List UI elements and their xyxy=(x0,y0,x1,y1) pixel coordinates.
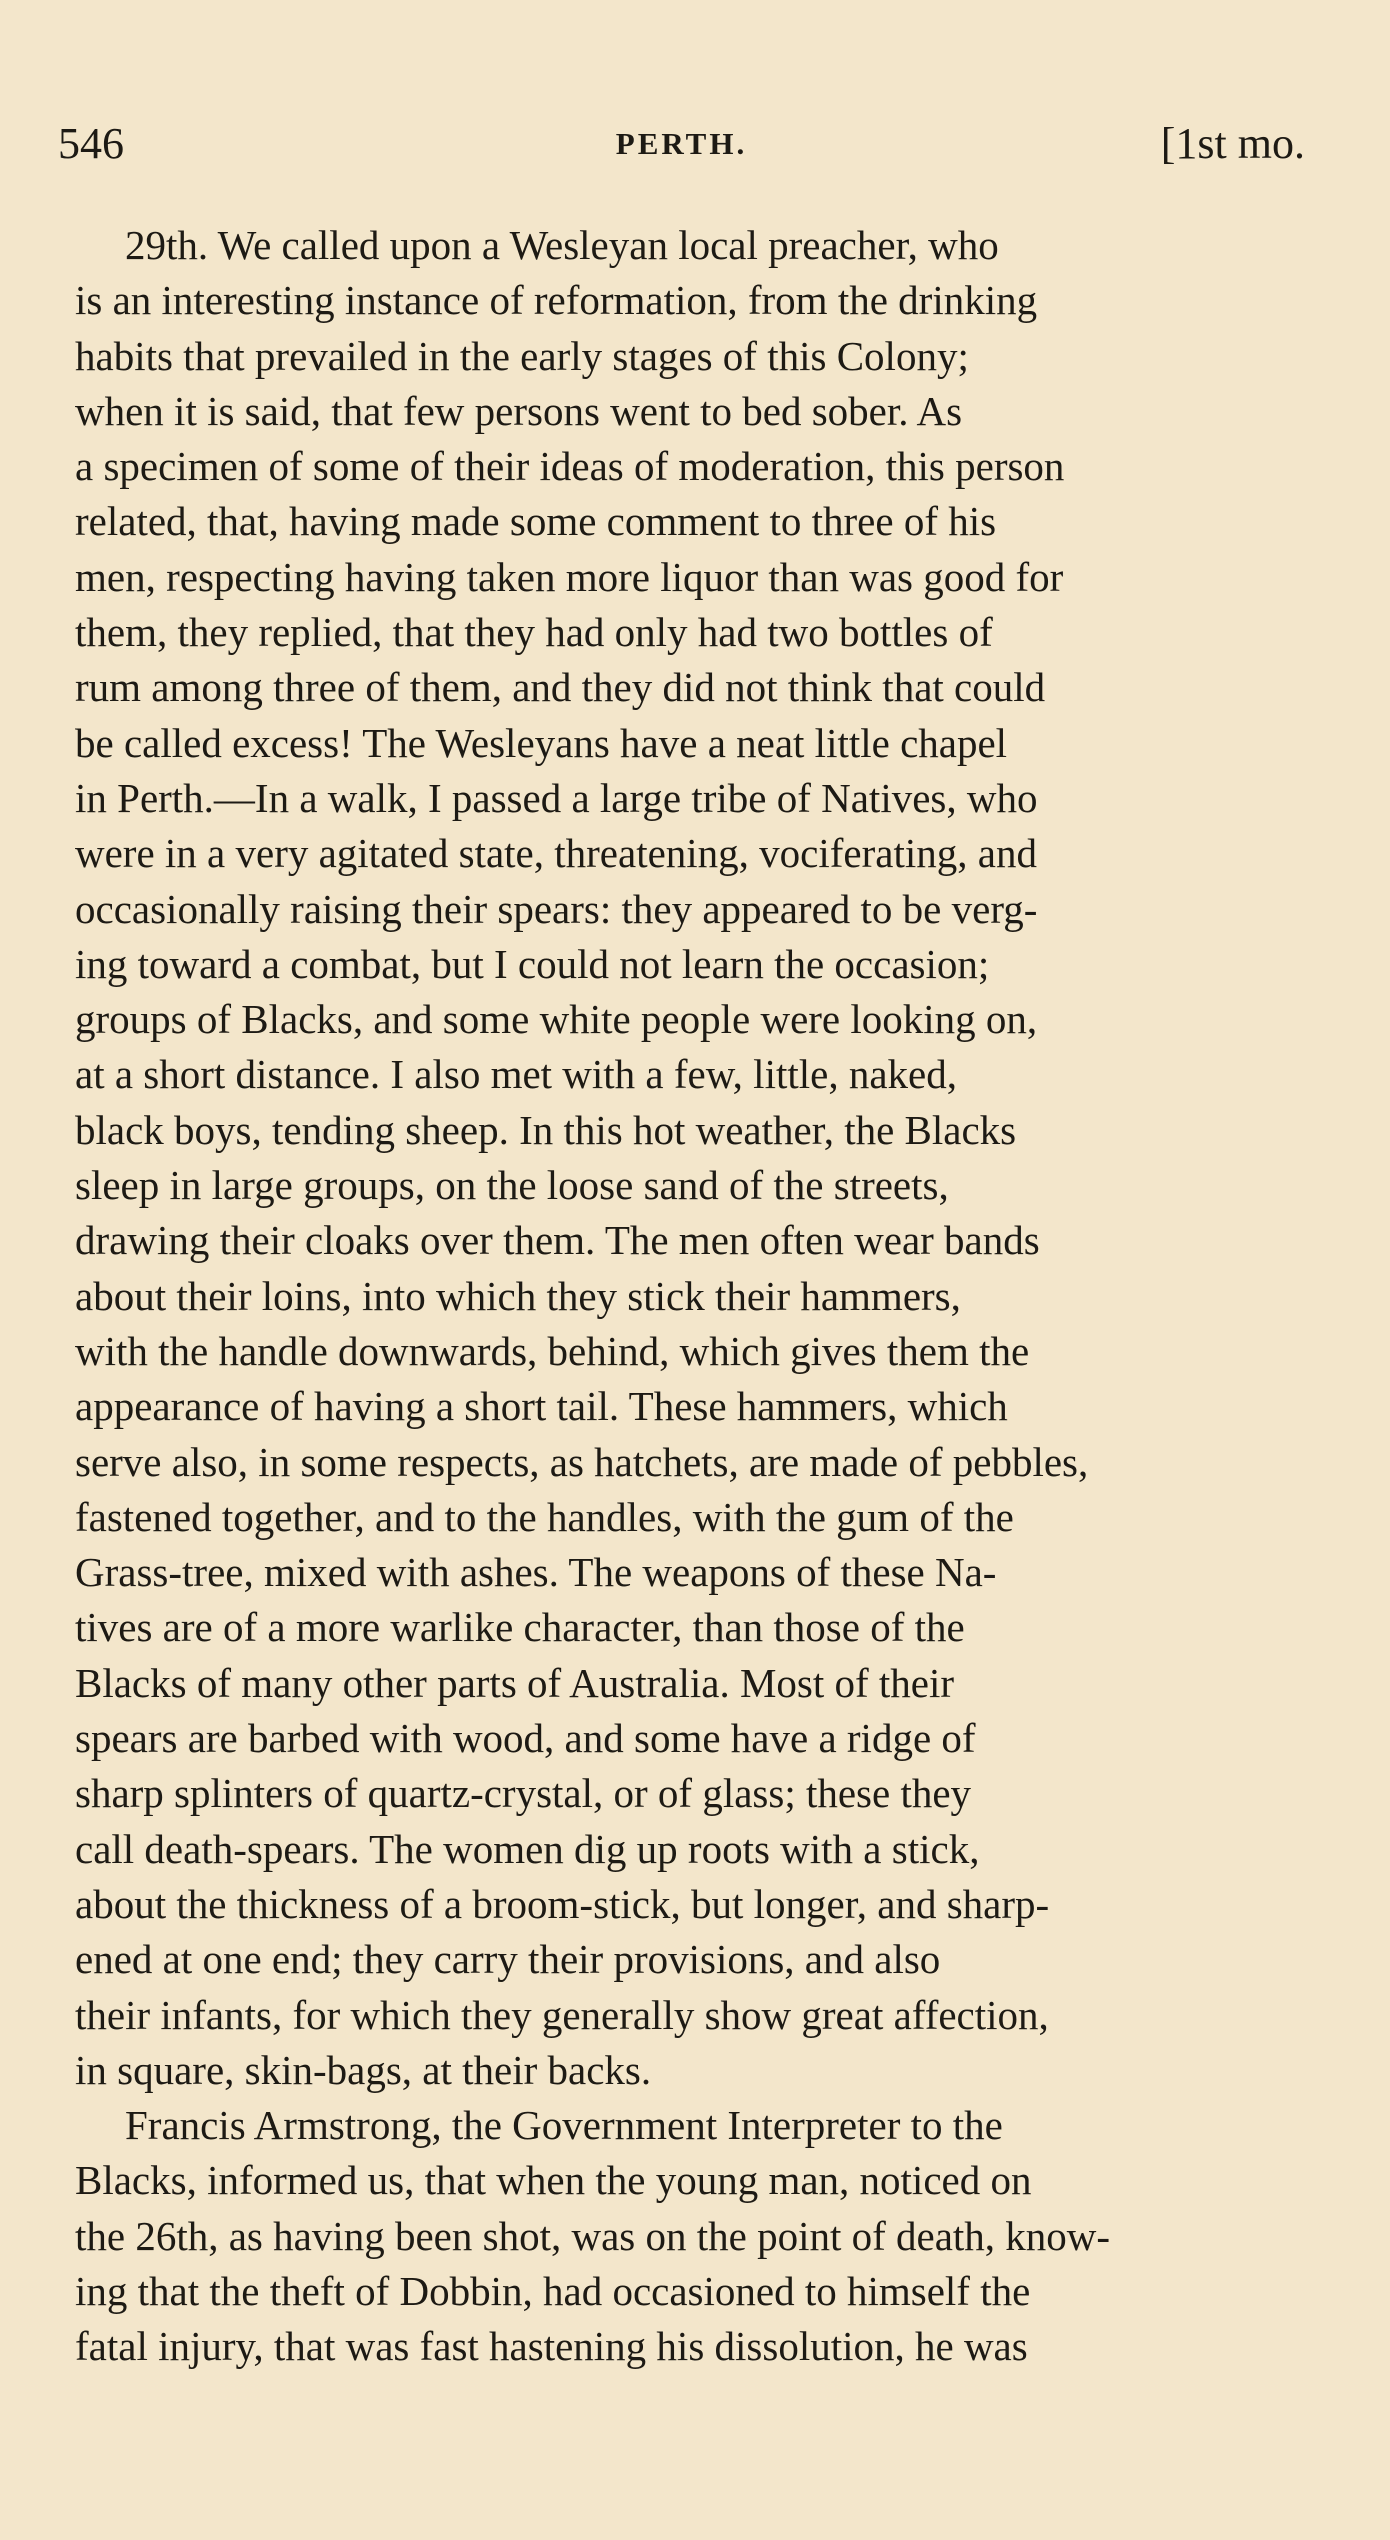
paragraph-1-line-14: ing toward a combat, but I could not learn the occasion; xyxy=(75,940,990,987)
paragraph-1-line-26: tives are of a more warlike character, than those of the xyxy=(75,1604,965,1651)
paragraph-1-line-12: were in a very agitated state, threatening, vociferating, and xyxy=(75,830,1037,877)
paragraph-1-line-34: in square, skin-bags, at their backs. xyxy=(75,2046,652,2093)
paragraph-1-line-19: drawing their cloaks over them. The men often wear bands xyxy=(75,1217,1040,1264)
paragraph-1-line-11: in Perth.—In a walk, I passed a large tribe of Natives, who xyxy=(75,774,1038,821)
paragraph-1-line-25: Grass-tree, mixed with ashes. The weapons of these Na- xyxy=(75,1549,997,1596)
paragraph-1-line-7: men, respecting having taken more liquor than was good for xyxy=(75,553,1064,600)
paragraph-1-line-30: call death-spears. The women dig up roots with a stick, xyxy=(75,1825,980,1872)
paragraph-1-line-22: appearance of having a short tail. These hammers, which xyxy=(75,1383,1008,1430)
paragraph-1-line-18: sleep in large groups, on the loose sand of the streets, xyxy=(75,1162,949,1209)
paragraph-1-line-9: rum among three of them, and they did not think that could xyxy=(75,664,1046,711)
paragraph-1-line-23: serve also, in some respects, as hatchets, are made of pebbles, xyxy=(75,1438,1089,1485)
paragraph-2-line-4: ing that the theft of Dobbin, had occasioned to himself the xyxy=(75,2267,1031,2314)
paragraph-1-line-24: fastened together, and to the handles, with the gum of the xyxy=(75,1493,1014,1540)
paragraph-2-line-1: Francis Armstrong, the Government Interpreter to the xyxy=(125,2102,1003,2149)
paragraph-2-line-2: Blacks, informed us, that when the young man, noticed on xyxy=(75,2157,1032,2204)
paragraph-1-line-20: about their loins, into which they stick their hammers, xyxy=(75,1272,961,1319)
running-head xyxy=(58,118,1305,178)
paragraph-2-line-5: fatal injury, that was fast hastening his dissolution, he was xyxy=(75,2323,1028,2370)
paragraph-1-line-10: be called excess! The Wesleyans have a neat little chapel xyxy=(75,719,1008,766)
paragraph-1-line-4: when it is said, that few persons went to bed sober. As xyxy=(75,387,963,434)
paragraph-1-line-32: ened at one end; they carry their provisions, and also xyxy=(75,1936,941,1983)
paragraph-1-line-6: related, that, having made some comment to three of his xyxy=(75,498,997,545)
paragraph-1-line-27: Blacks of many other parts of Australia. Most of their xyxy=(75,1659,955,1706)
paragraph-1-line-17: black boys, tending sheep. In this hot weather, the Blacks xyxy=(75,1106,1017,1153)
page-number: 546 xyxy=(58,119,124,168)
paragraph-1-line-5: a specimen of some of their ideas of moderation, this person xyxy=(75,443,1065,490)
paragraph-1-line-15: groups of Blacks, and some white people were looking on, xyxy=(75,996,1038,1043)
paragraph-1-line-8: them, they replied, that they had only had two bottles of xyxy=(75,609,993,656)
paragraph-1-line-3: habits that prevailed in the early stages of this Colony; xyxy=(75,332,969,379)
paragraph-1-line-13: occasionally raising their spears: they appeared to be verg- xyxy=(75,885,1038,932)
paragraph-1-line-2: is an interesting instance of reformation, from the drinking xyxy=(75,277,1038,324)
paragraph-2-line-3: the 26th, as having been shot, was on the point of death, know- xyxy=(75,2212,1111,2259)
running-title: PERTH. xyxy=(615,126,748,161)
paragraph-1-line-31: about the thickness of a broom-stick, but longer, and sharp- xyxy=(75,1880,1050,1927)
paragraph-1-line-1: 29th. We called upon a Wesleyan local preacher, who xyxy=(125,222,999,268)
paragraph-1-line-28: spears are barbed with wood, and some have a ridge of xyxy=(75,1715,976,1762)
paragraph-1-line-16: at a short distance. I also met with a few, little, naked, xyxy=(75,1051,957,1098)
paragraph-1-line-33: their infants, for which they generally show great affection, xyxy=(75,1991,1049,2038)
paragraph-1-line-21: with the handle downwards, behind, which gives them the xyxy=(75,1327,1030,1374)
body-text xyxy=(75,218,1305,2375)
paragraph-1-line-29: sharp splinters of quartz-crystal, or of glass; these they xyxy=(75,1770,972,1817)
running-date-marker: [1st mo. xyxy=(1160,119,1305,168)
